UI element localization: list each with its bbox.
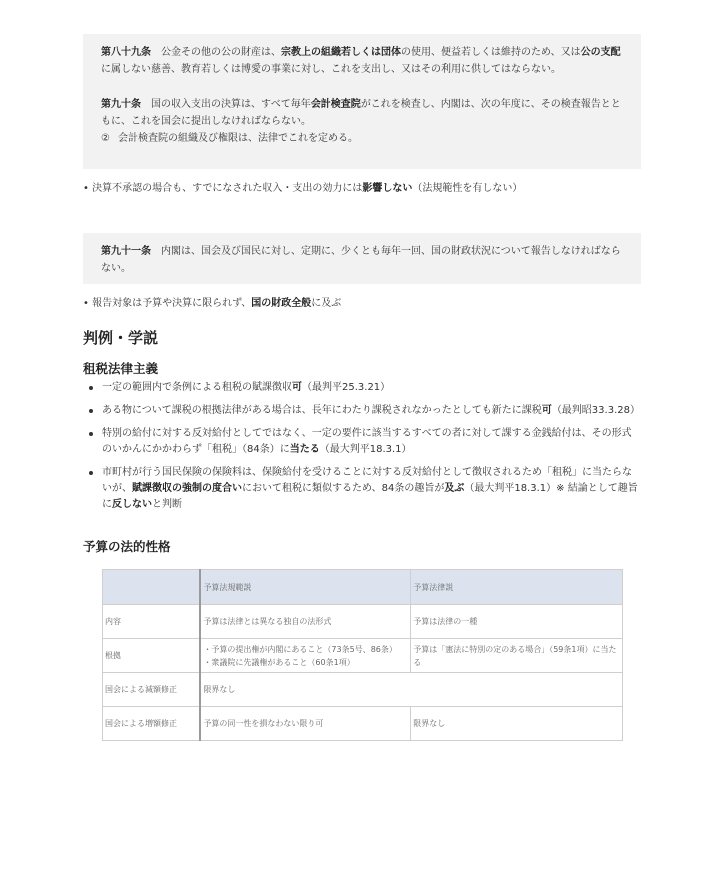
table-cell: ・予算の提出権が内閣にあること（73条5号、86条） ・衆議院に先議権があること（60条1項）	[200, 639, 410, 673]
article-91: 第九十一条 内閣は、国会及び国民に対し、定期に、少くとも毎年一回、国の財政状況について報告しなければならない。	[101, 246, 621, 274]
table-cell: 予算は法律とは異なる独自の法形式	[200, 605, 410, 639]
note-settlement: • 決算不承認の場合も、すでになされた収入・支出の効力には影響しない（法規範性を有しない）	[83, 183, 523, 194]
article-89: 第八十九条 公金その他の公の財産は、宗教上の組織若しくは団体の使用、便益若しくは維持のため、又は公の支配に属しない慈善、教育若しくは博愛の事業に対し、これを支出し、又はその利用に供してはならない。	[101, 47, 621, 75]
budget-table	[102, 569, 623, 741]
table-row	[103, 707, 623, 741]
list-item: 市町村が行う国民保険の保険料は、保険給付を受けることに対する反対給付として徴収されるため「租税」に当たらないが、賦課徴収の強制の度合いにおいて租税に類似するため、84条の趣旨が及ぶ（最大判平18.3.1）※ 結論として趣旨に反しないと判断	[83, 465, 641, 513]
list-item: 特別の給付に対する反対給付としてではなく、一定の要件に該当するすべての者に対して課する金銭給付は、その形式のいかんにかかわらず「租税」（84条）に当たる（最大判平18.3.1）	[83, 426, 641, 458]
article-box-91	[83, 233, 641, 284]
article-box-89-90	[83, 34, 641, 169]
article-90-paragraph-2: ② 会計検査院の組織及び権限は、法律でこれを定める。	[101, 133, 358, 144]
list-item: 一定の範囲内で条例による租税の賦課徴収可（最判平25.3.21）	[83, 380, 641, 396]
table-cell: 限界なし	[411, 707, 623, 741]
list-item: ある物について課税の根拠法律がある場合は、長年にわたり課税されなかったとしても新たに課税可（最判昭33.3.28）	[83, 403, 641, 419]
tax-case-list	[83, 380, 641, 520]
table-cell: 予算の同一性を損なわない限り可	[200, 707, 410, 741]
tax-heading: 租税法律主義	[83, 361, 159, 376]
article-90-head: 第九十条	[101, 99, 141, 110]
table-row	[103, 605, 623, 639]
table-cell: 限界なし	[200, 673, 622, 707]
table-header-row	[103, 570, 623, 605]
table-cell: 予算は「憲法に特別の定のある場合」（59条1項）に当たる	[411, 639, 623, 673]
note-report: • 報告対象は予算や決算に限られず、国の財政全般に及ぶ	[83, 298, 342, 309]
section-title: 判例・学説	[83, 329, 159, 347]
article-91-head: 第九十一条	[101, 246, 151, 257]
article-90: 第九十条 国の収入支出の決算は、すべて毎年会計検査院がこれを検査し、内閣は、次の年度に、その検査報告とともに、これを国会に提出しなければならない。	[101, 99, 621, 127]
table-cell: 内容	[103, 605, 201, 639]
table-row	[103, 673, 623, 707]
table-cell: 国会による減額修正	[103, 673, 201, 707]
table-header-cell	[103, 570, 201, 605]
table-cell: 予算は法律の一種	[411, 605, 623, 639]
article-89-head: 第八十九条	[101, 47, 151, 58]
table-cell: 国会による増額修正	[103, 707, 201, 741]
table-row	[103, 639, 623, 673]
budget-heading: 予算の法的性格	[83, 539, 171, 554]
table-header-cell: 予算法律説	[411, 570, 623, 605]
table-cell: 根拠	[103, 639, 201, 673]
table-header-cell: 予算法規範説	[200, 570, 410, 605]
